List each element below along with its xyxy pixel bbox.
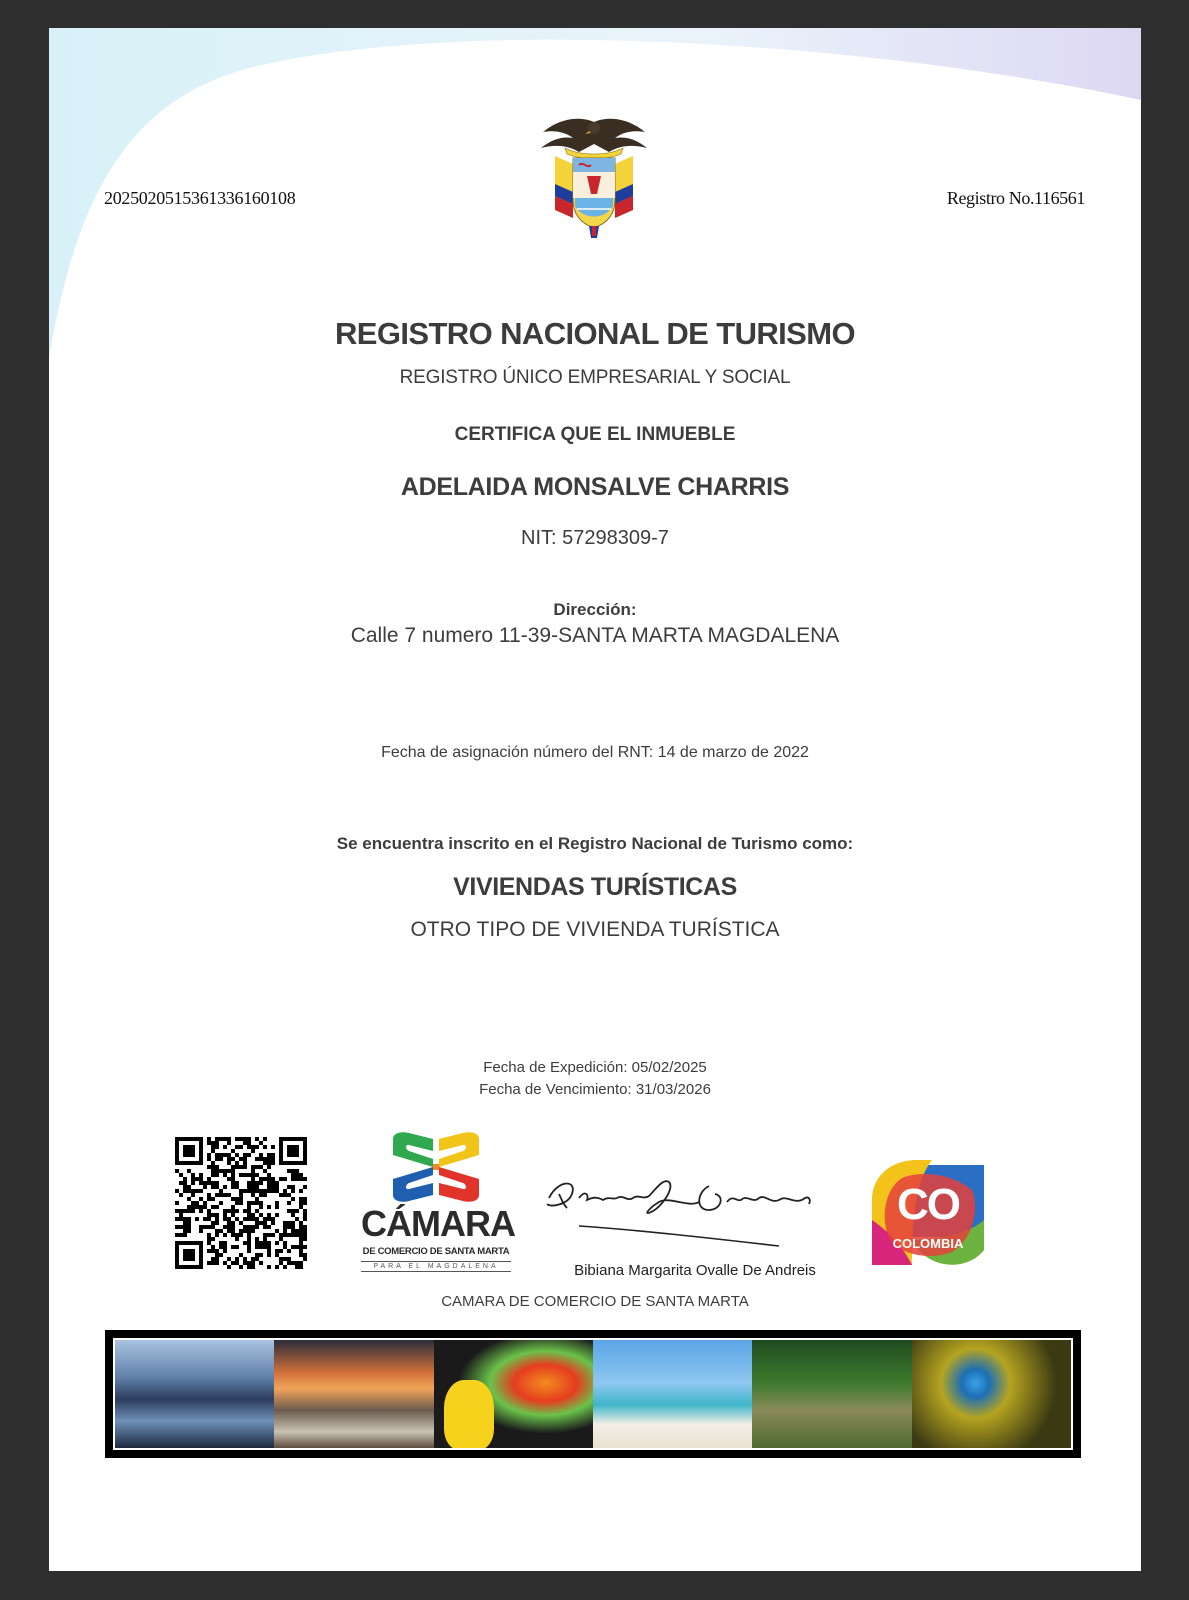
camara-emblem-icon <box>361 1131 511 1203</box>
coat-of-arms-icon <box>535 114 653 240</box>
registro-number: Registro No.116561 <box>946 188 1085 208</box>
owner-name: ADELAIDA MONSALVE CHARRIS <box>400 473 790 501</box>
certificate-page <box>49 28 1141 1571</box>
photo-blue-butterfly <box>912 1340 1071 1448</box>
photo-tropical-beach <box>593 1340 752 1448</box>
qr-code-icon[interactable] <box>175 1137 307 1269</box>
tourism-subcategory: OTRO TIPO DE VIVIENDA TURÍSTICA <box>410 918 780 941</box>
registered-as-label: Se encuentra inscrito en el Registro Nacional de Turismo como: <box>336 834 854 853</box>
handwritten-signature <box>539 1168 839 1258</box>
camara-tagline: PARA EL MAGDALENA <box>361 1261 511 1272</box>
signer-name: Bibiana Margarita Ovalle De Andreis <box>574 1262 816 1279</box>
colombia-brand-logo <box>872 1160 984 1272</box>
address-value: Calle 7 numero 11-39-SANTA MARTA MAGDALENA <box>350 624 840 647</box>
certifies-label: CERTIFICA QUE EL INMUEBLE <box>454 424 736 445</box>
photo-ruins-jungle <box>752 1340 911 1448</box>
tourism-category: VIVIENDAS TURÍSTICAS <box>453 873 737 901</box>
issue-date: Fecha de Expedición: 05/02/2025 <box>483 1059 707 1076</box>
nit-number: NIT: 57298309-7 <box>521 527 669 549</box>
photo-mountain-lake <box>115 1340 274 1448</box>
photo-banner <box>105 1330 1081 1458</box>
photo-toucan <box>434 1340 593 1448</box>
document-code: 20250205153613361601​08 <box>104 188 296 208</box>
rnt-assignment-date: Fecha de asignación número del RNT: 14 de marzo de 2022 <box>381 744 809 761</box>
camara-comercio-logo <box>361 1131 515 1273</box>
colombia-wordmark: COLOMBIA <box>892 1236 964 1251</box>
certificate-subtitle: REGISTRO ÚNICO EMPRESARIAL Y SOCIAL <box>399 367 791 388</box>
photo-beach-sunset <box>274 1340 433 1448</box>
expiry-date: Fecha de Vencimiento: 31/03/2026 <box>479 1081 711 1098</box>
chamber-name: CAMARA DE COMERCIO DE SANTA MARTA <box>441 1293 749 1310</box>
camara-subtitle: DE COMERCIO DE SANTA MARTA <box>362 1246 510 1257</box>
address-label: Dirección: <box>553 600 637 619</box>
certificate-title: REGISTRO NACIONAL DE TURISMO <box>335 316 855 351</box>
camara-wordmark: CÁMARA <box>361 1203 515 1244</box>
co-wordmark: CO <box>897 1180 959 1229</box>
